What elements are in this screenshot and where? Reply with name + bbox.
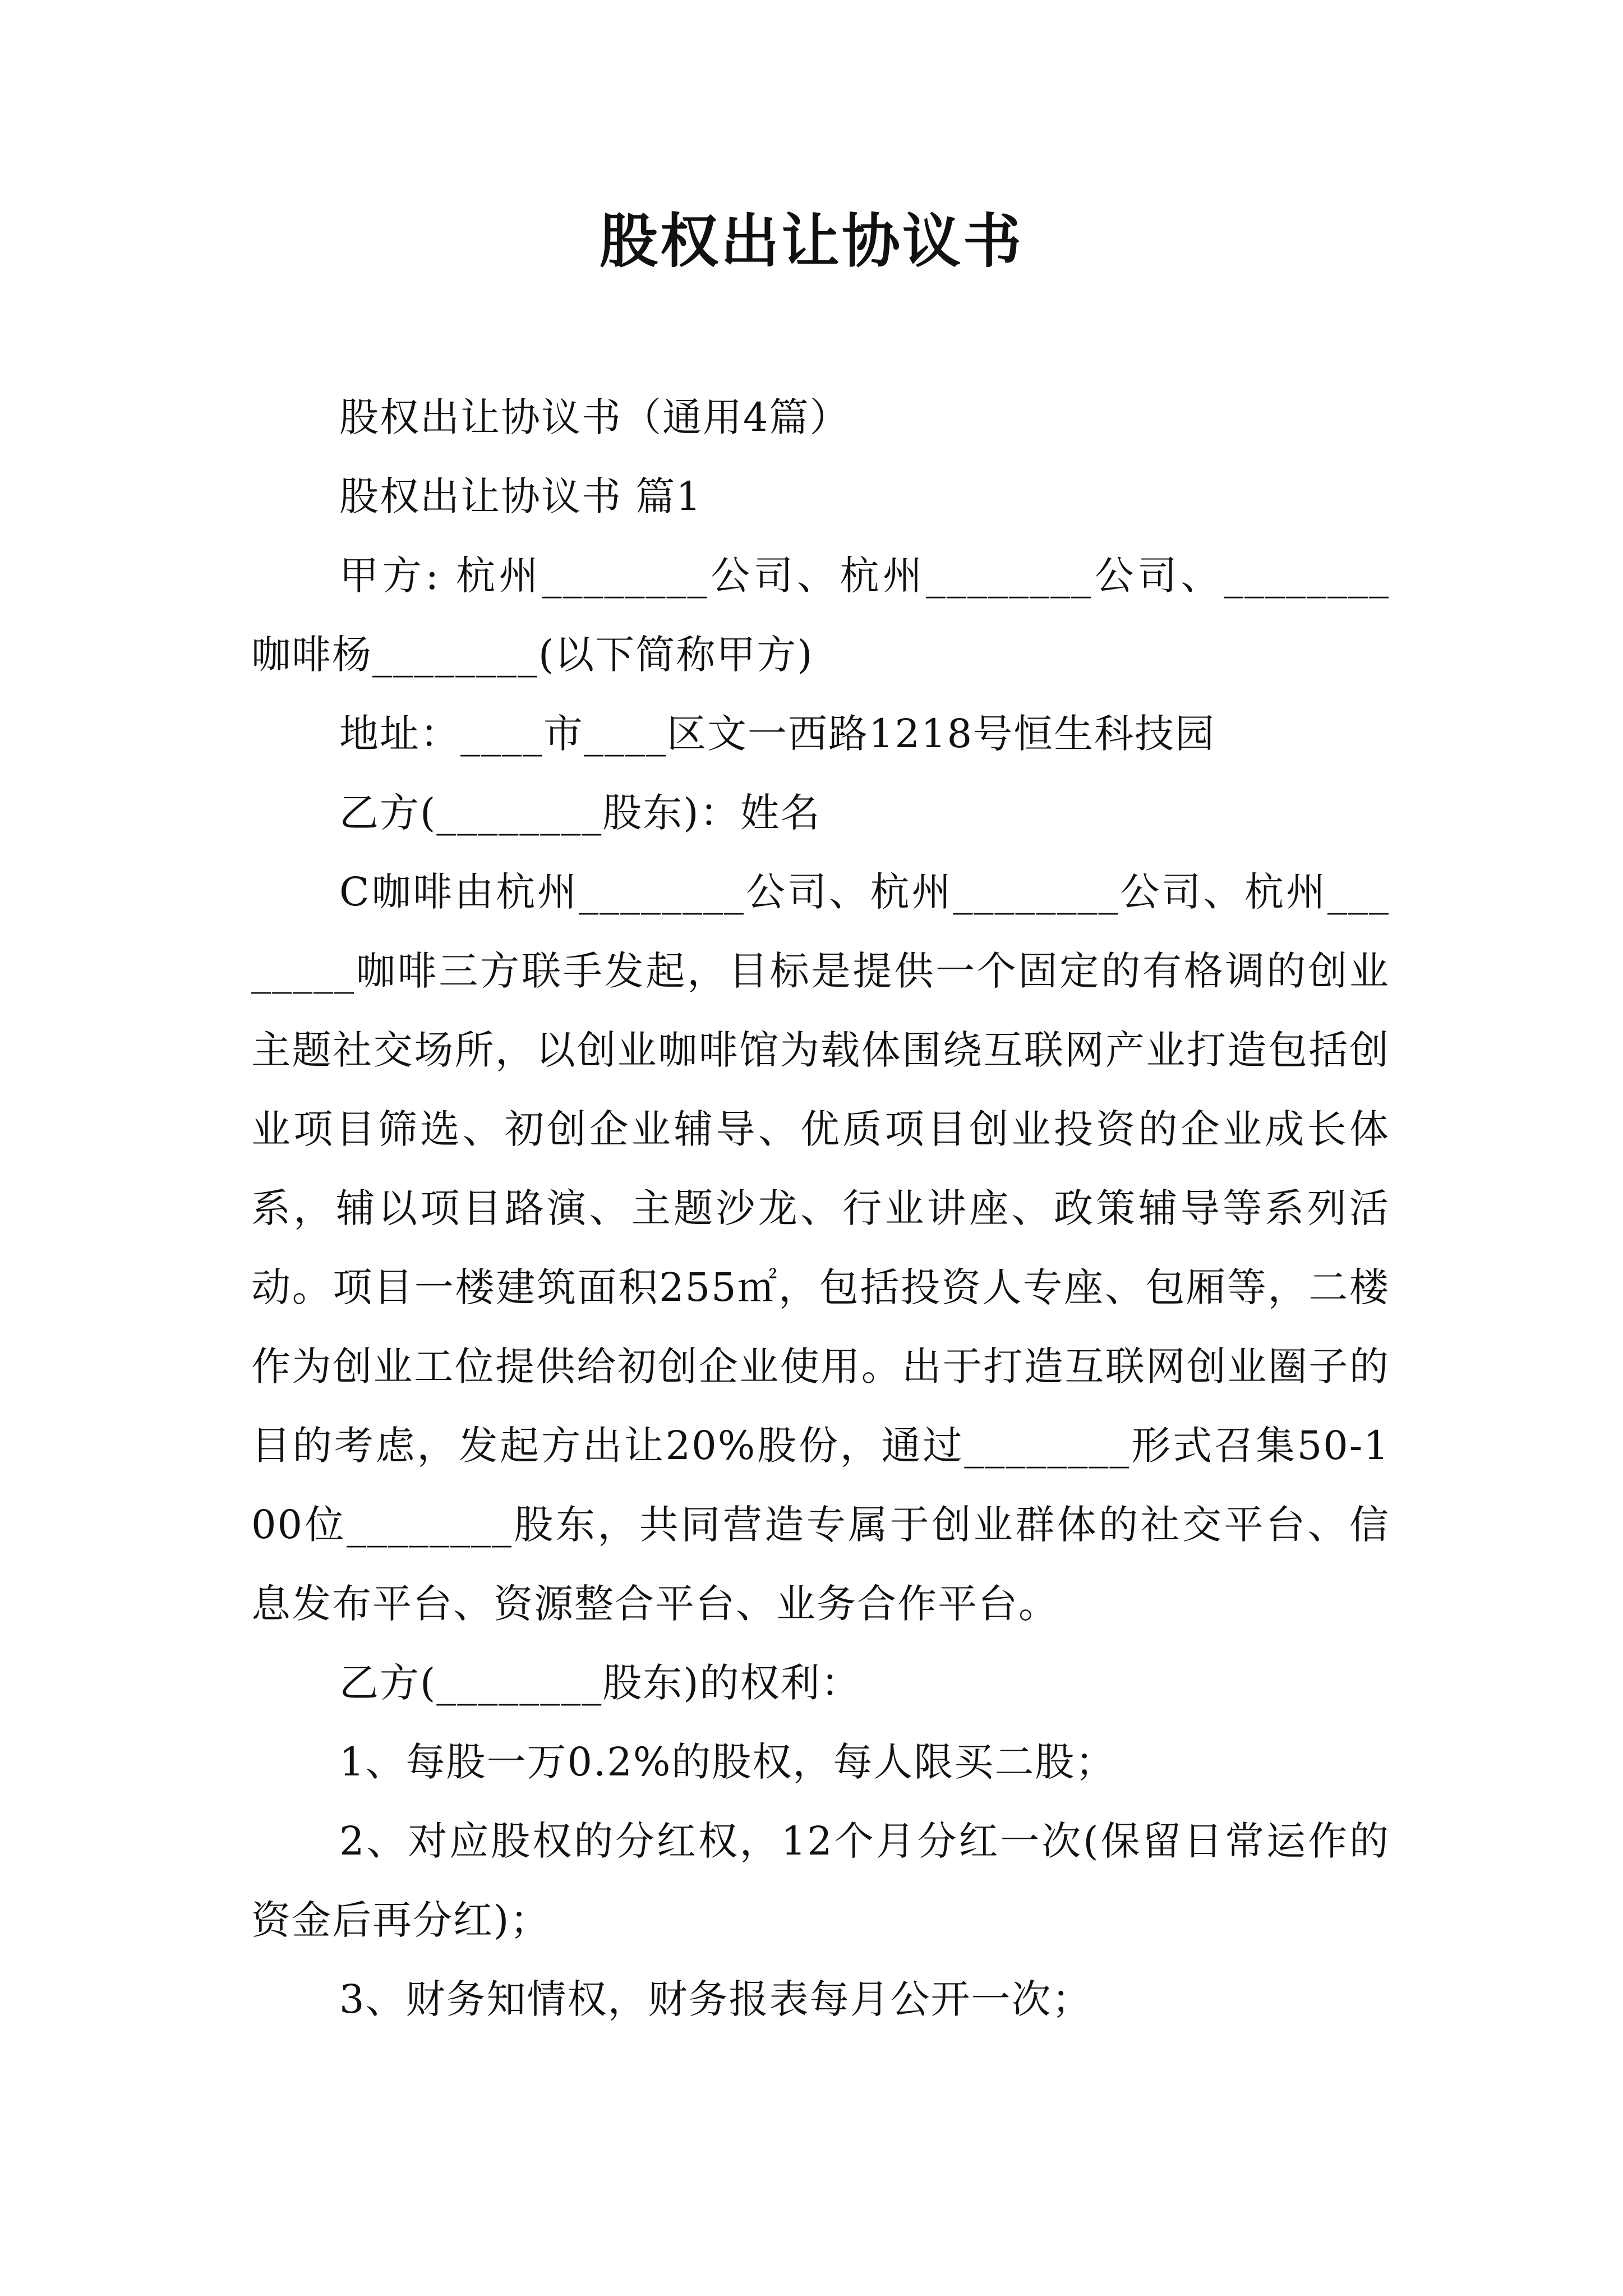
paragraph-right-2: 2、对应股权的分红权，12个月分红一次(保留日常运作的资金后再分红)； [251, 1818, 1390, 1943]
paragraph-rights-heading: 乙方(________股东)的权利： [339, 1660, 861, 1706]
paragraph-subtitle: 股权出让协议书（通用4篇） [339, 394, 850, 440]
paragraph-section-heading: 股权出让协议书 篇1 [339, 473, 702, 519]
paragraph-right-3: 3、财务知情权，财务报表每月公开一次； [339, 1976, 1092, 2022]
paragraph-party-a: 甲方: 杭州________公司、杭州________公司、________咖啡杨________(以下简称甲方) [251, 553, 1390, 678]
paragraph-party-b: 乙方(________股东)：姓名 [339, 790, 821, 836]
paragraph-right-1: 1、每股一万0.2%的股权，每人限买二股； [339, 1739, 1116, 1785]
document-title: 股权出让协议书 [599, 206, 1023, 275]
document-body [251, 378, 1390, 2039]
paragraph-project-description: C咖啡由杭州________公司、杭州________公司、杭州________咖啡三方联手发起，目标是提供一个固定的有格调的创业主题社交场所，以创业咖啡馆为载体围绕互联网产业打造包括创业项目筛选、初创企业辅导、优质项目创业投资的企业成长体系，辅以项目路演、主题沙龙、行业讲座、政策辅导等系列活动。项目一楼建筑面积255㎡，包括投资人专座、包厢等，二楼作为创业工位提供给初创企业使用。出于打造互联网创业圈子的目的考虑，发起方出让20%股份，通过________形式召集50-100位________股东，共同营造专属于创业群体的社交平台、信息发布平台、资源整合平台、业务合作平台。 [251, 869, 1390, 1627]
paragraph-address: 地址：____市____区文一西路1218号恒生科技园 [339, 711, 1216, 757]
